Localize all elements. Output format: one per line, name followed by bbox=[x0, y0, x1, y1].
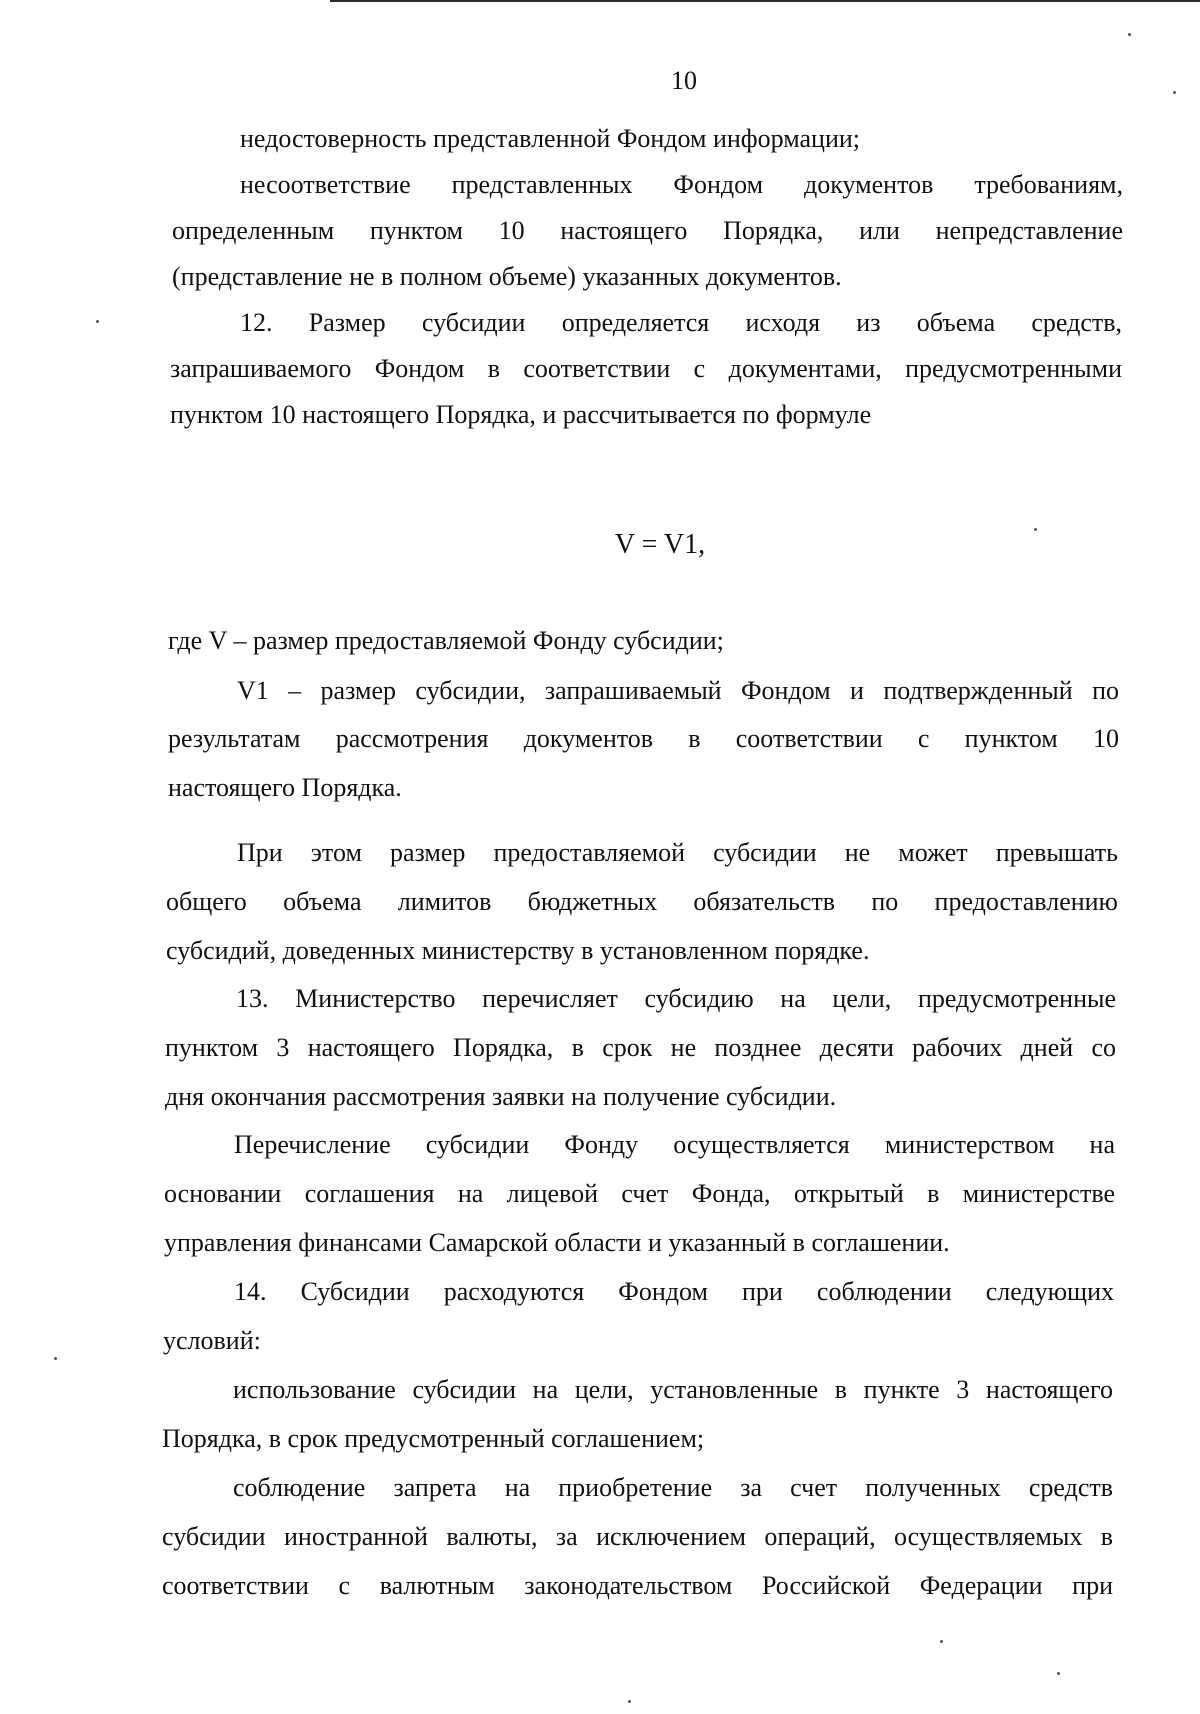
text-line: соблюдение запрета на приобретение за счет полученных средств bbox=[233, 1473, 1113, 1502]
text-line: (представление не в полном объеме) указанных документов. bbox=[172, 262, 842, 291]
text-line: запрашиваемого Фондом в соответствии с документами, предусмотренными bbox=[170, 354, 1122, 383]
text-line: результатам рассмотрения документов в соответствии с пунктом 10 bbox=[168, 724, 1119, 753]
text-line: субсидий, доведенных министерству в установленном порядке. bbox=[166, 936, 870, 965]
text-line: определенным пунктом 10 настоящего Порядка, или непредставление bbox=[172, 216, 1123, 245]
scan-speck bbox=[54, 1357, 57, 1360]
scan-speck bbox=[1034, 528, 1037, 531]
text-line: основании соглашения на лицевой счет Фонда, открытый в министерстве bbox=[164, 1179, 1115, 1208]
text-line: Перечисление субсидии Фонду осуществляется министерством на bbox=[234, 1130, 1115, 1159]
text-line: V1 – размер субсидии, запрашиваемый Фондом и подтвержденный по bbox=[237, 676, 1119, 705]
scan-speck bbox=[940, 1640, 943, 1643]
top-scan-edge-line bbox=[330, 0, 1200, 2]
text-line: настоящего Порядка. bbox=[168, 773, 402, 802]
text-line: соответствии с валютным законодательством Российской Федерации при bbox=[162, 1571, 1113, 1600]
text-line: Порядка, в срок предусмотренный соглашением; bbox=[162, 1424, 705, 1453]
text-line: субсидии иностранной валюты, за исключением операций, осуществляемых в bbox=[162, 1522, 1113, 1551]
text-line: где V – размер предоставляемой Фонду субсидии; bbox=[168, 626, 724, 655]
formula: V = V1, bbox=[614, 529, 706, 560]
text-line: несоответствие представленных Фондом документов требованиям, bbox=[240, 170, 1123, 199]
text-line: управления финансами Самарской области и указанный в соглашении. bbox=[164, 1228, 950, 1257]
text-line: использование субсидии на цели, установленные в пункте 3 настоящего bbox=[233, 1375, 1113, 1404]
text-line: 13. Министерство перечисляет субсидию на цели, предусмотренные bbox=[236, 984, 1116, 1013]
scan-speck bbox=[1173, 91, 1176, 94]
text-line: пунктом 3 настоящего Порядка, в срок не позднее десяти рабочих дней со bbox=[165, 1033, 1116, 1062]
text-line: 12. Размер субсидии определяется исходя из объема средств, bbox=[240, 308, 1122, 337]
text-line: пунктом 10 настоящего Порядка, и рассчитывается по формуле bbox=[170, 400, 872, 429]
page-number: 10 bbox=[671, 66, 697, 95]
scan-speck bbox=[628, 1700, 631, 1703]
text-line: дня окончания рассмотрения заявки на получение субсидии. bbox=[165, 1082, 837, 1111]
scan-speck bbox=[1128, 33, 1131, 36]
scan-speck bbox=[96, 320, 99, 323]
scan-speck bbox=[1057, 1672, 1060, 1675]
text-line: недостоверность представленной Фондом информации; bbox=[240, 124, 861, 153]
text-line: 14. Субсидии расходуются Фондом при соблюдении следующих bbox=[234, 1277, 1114, 1306]
text-line: При этом размер предоставляемой субсидии не может превышать bbox=[237, 838, 1118, 867]
text-line: условий: bbox=[163, 1326, 261, 1355]
text-line: общего объема лимитов бюджетных обязательств по предоставлению bbox=[166, 887, 1118, 916]
